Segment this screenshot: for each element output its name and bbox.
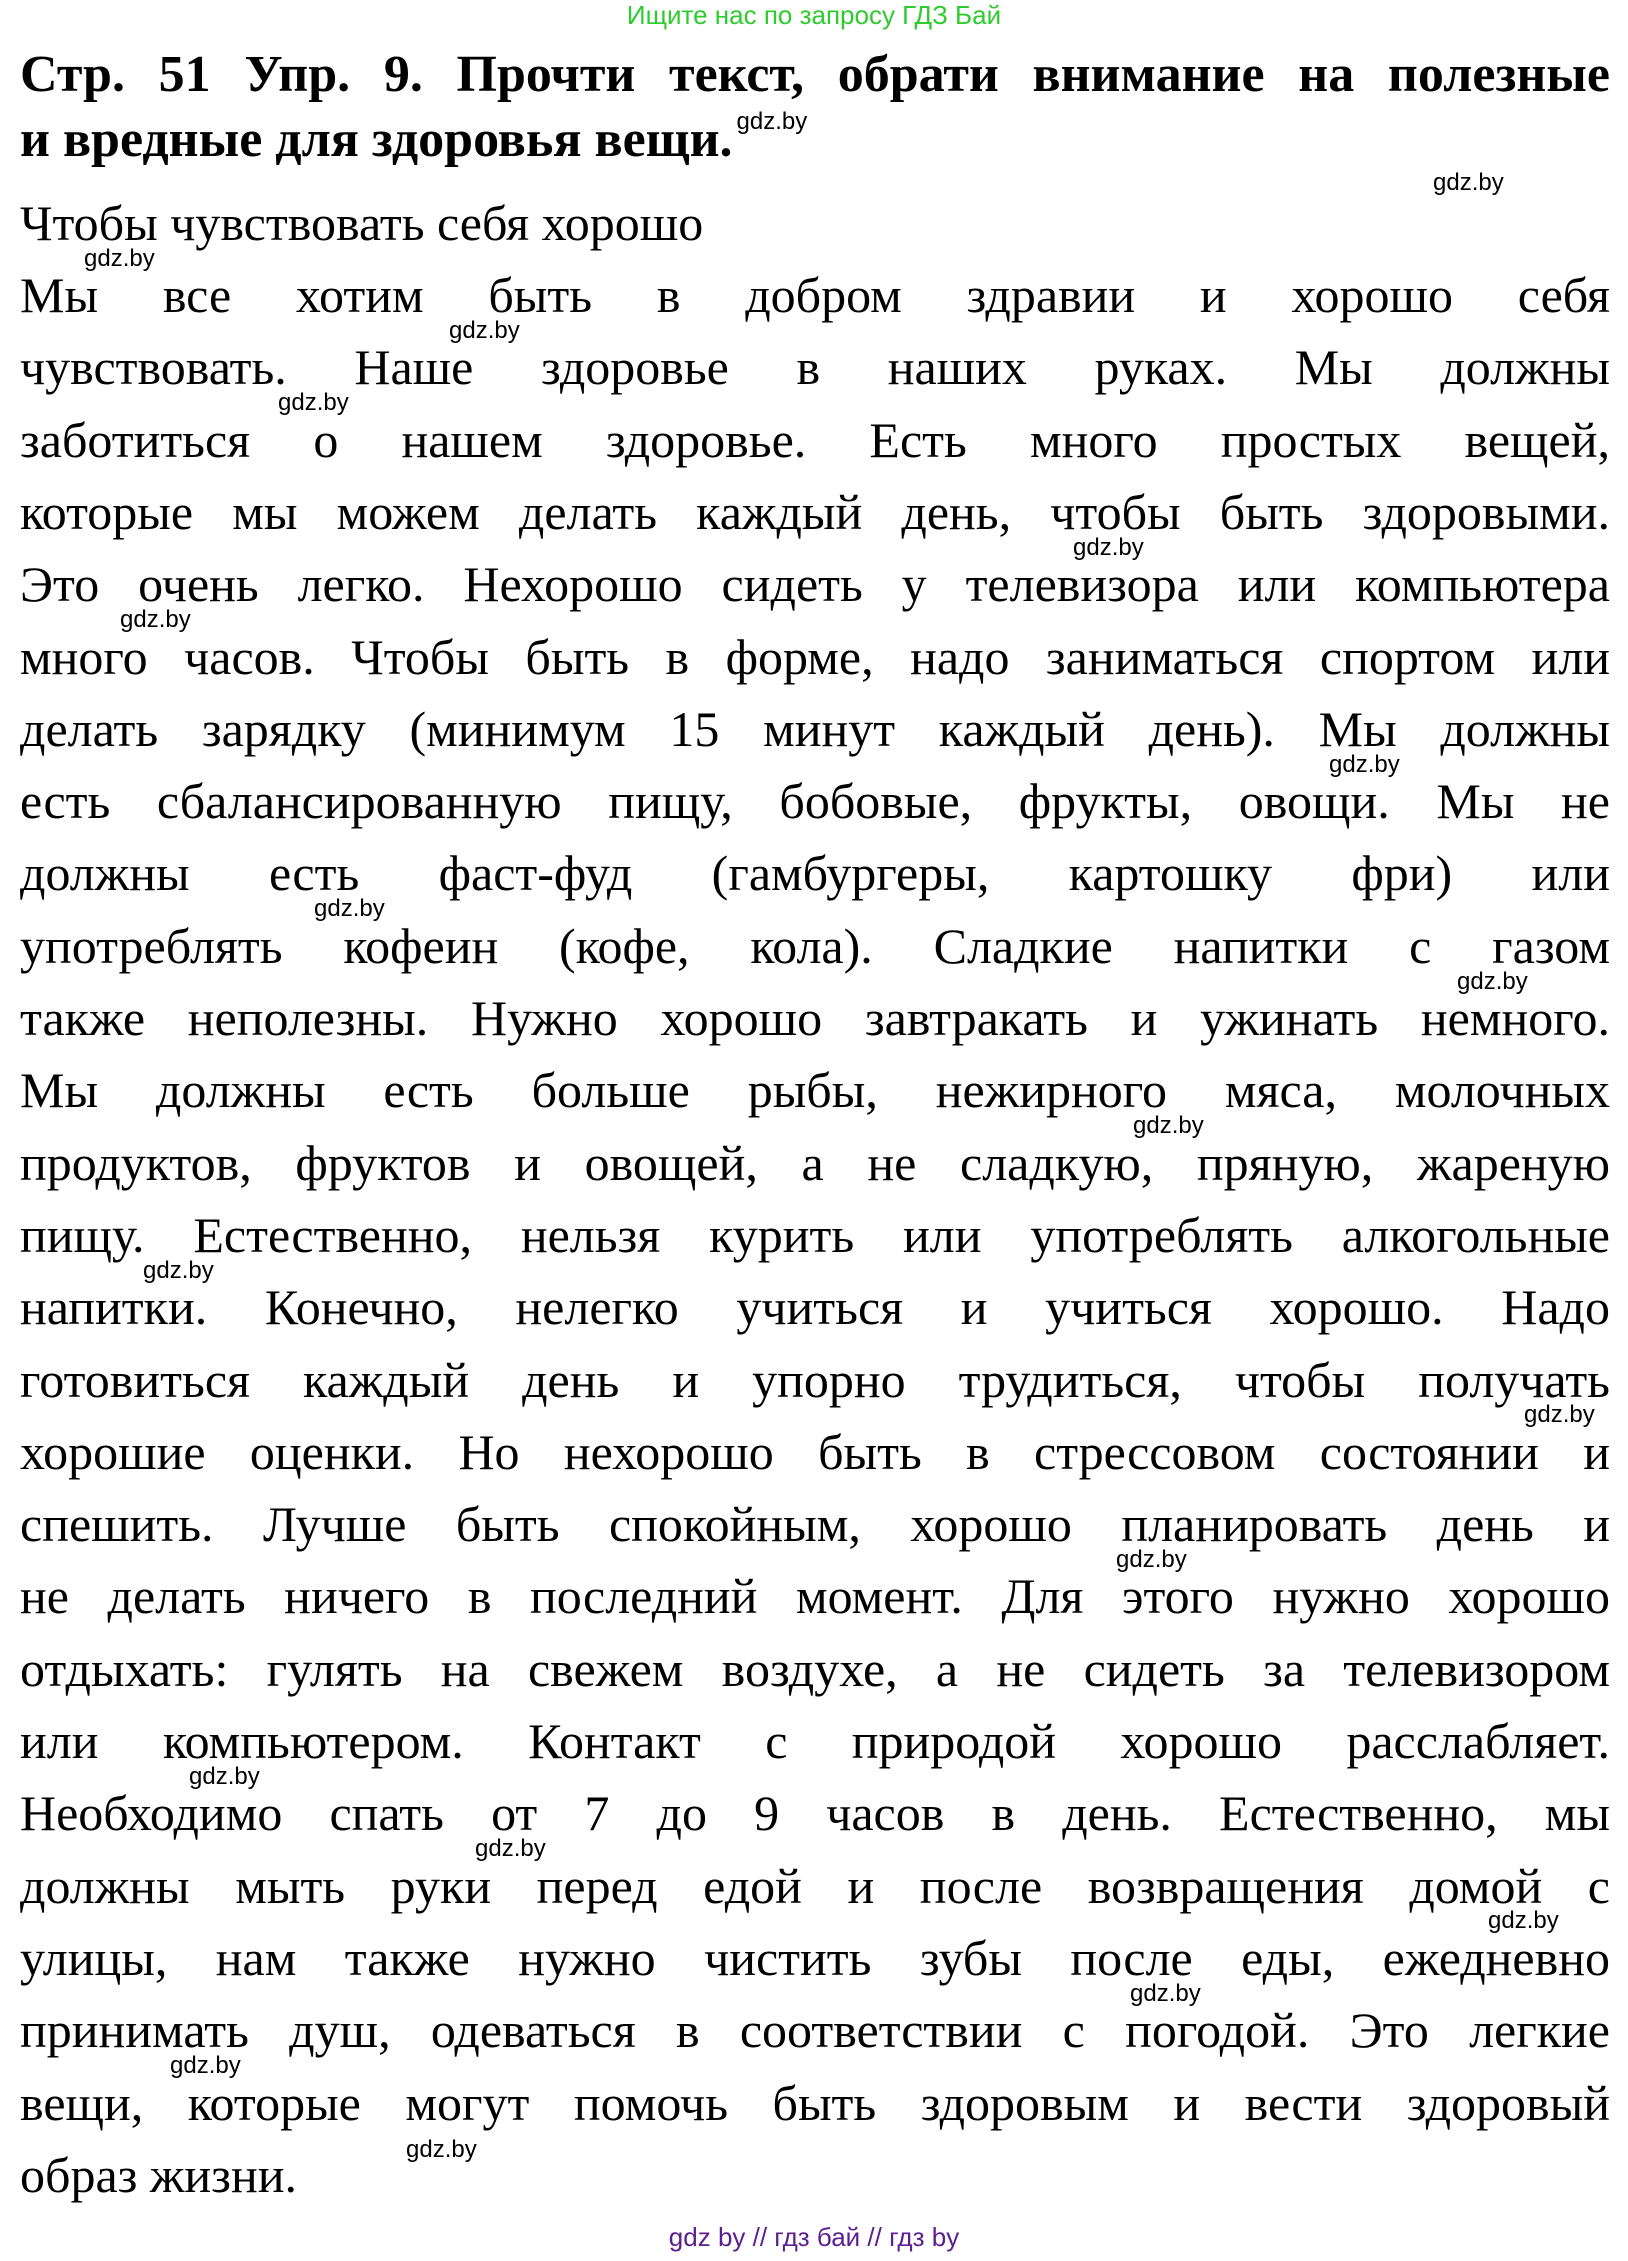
watermark: gdz.by <box>475 1835 546 1862</box>
watermark: gdz.by <box>120 606 191 633</box>
text-line: улицы, нам также нужно чистить зубы после еды, ежедневно <box>20 1929 1610 1986</box>
watermark: gdz.by <box>1524 1401 1595 1428</box>
watermark: gdz.by <box>736 108 808 135</box>
text-line: должны мыть руки перед едой и после возвращения домой с <box>20 1857 1610 1914</box>
watermark: gdz.by <box>189 1763 260 1790</box>
text-line: Необходимо спать от 7 до 9 часов в день. Естественно, мы <box>20 1785 1610 1842</box>
text-line: отдыхать: гулять на свежем воздухе, а не сидеть за телевизором <box>20 1640 1610 1697</box>
watermark: gdz.by <box>406 2136 477 2163</box>
footer-links: gdz by // гдз бай // гдз by <box>668 2222 960 2252</box>
watermark: gdz.by <box>143 1257 214 1284</box>
text-line: хорошие оценки. Но нехорошо быть в стрессовом состоянии и <box>20 1423 1610 1480</box>
exercise-title-line-1: Стр. 51 Упр. 9. Прочти текст, обрати внимание на полезные <box>20 46 1610 103</box>
watermark: gdz.by <box>1329 751 1400 778</box>
text-line: принимать душ, одеваться в соответствии с погодой. Это легкие <box>20 2002 1610 2059</box>
text-line: заботиться о нашем здоровье. Есть много простых вещей, <box>20 411 1610 468</box>
watermark: gdz.by <box>1073 534 1144 561</box>
text-line: вещи, которые могут помочь быть здоровым и вести здоровый <box>20 2074 1610 2131</box>
text-line: делать зарядку (минимум 15 минут каждый день). Мы должны <box>20 700 1610 757</box>
watermark: gdz.by <box>170 2052 241 2079</box>
text-line: есть сбалансированную пищу, бобовые, фрукты, овощи. Мы не <box>20 773 1610 830</box>
watermark: gdz.by <box>1488 1907 1559 1934</box>
text-line: не делать ничего в последний момент. Для этого нужно хорошо <box>20 1568 1610 1625</box>
watermark: gdz.by <box>1433 169 1504 196</box>
text-line: Мы должны есть больше рыбы, нежирного мяса, молочных <box>20 1062 1610 1119</box>
text-line: много часов. Чтобы быть в форме, надо заниматься спортом или <box>20 628 1610 685</box>
text-line: которые мы можем делать каждый день, чтобы быть здоровыми. <box>20 483 1610 540</box>
text-line: напитки. Конечно, нелегко учиться и учиться хорошо. Надо <box>20 1279 1610 1336</box>
watermark: gdz.by <box>449 317 520 344</box>
text-line: должны есть фаст-фуд (гамбургеры, картошку фри) или <box>20 845 1610 902</box>
text-line: пищу. Естественно, нельзя курить или употреблять алкогольные <box>20 1206 1610 1263</box>
text-line: Это очень легко. Нехорошо сидеть у телевизора или компьютера <box>20 556 1610 613</box>
watermark: gdz.by <box>1457 968 1528 995</box>
watermark: gdz.by <box>1116 1546 1187 1573</box>
text-line: образ жизни. <box>20 2146 297 2203</box>
text-line: Мы все хотим быть в добром здравии и хорошо себя <box>20 267 1610 323</box>
watermark: gdz.by <box>314 895 385 922</box>
text-line: спешить. Лучше быть спокойным, хорошо планировать день и <box>20 1496 1610 1553</box>
watermark: gdz.by <box>1130 1980 1201 2007</box>
text-line: чувствовать. Наше здоровье в наших руках. Мы должны <box>20 339 1610 396</box>
watermark: gdz.by <box>278 389 349 416</box>
text-line: употреблять кофеин (кофе, кола). Сладкие напитки с газом <box>20 917 1610 974</box>
exercise-title-line-2 <box>20 108 808 168</box>
text-line: также неполезны. Нужно хорошо завтракать и ужинать немного. <box>20 990 1610 1046</box>
watermark: gdz.by <box>1133 1112 1204 1139</box>
text-line: продуктов, фруктов и овощей, а не сладкую, пряную, жареную <box>20 1134 1610 1191</box>
text-line: или компьютером. Контакт с природой хорошо расслабляет. <box>20 1713 1610 1769</box>
text-heading: Чтобы чувствовать себя хорошо <box>20 195 704 251</box>
search-banner: Ищите нас по запросу ГДЗ Бай <box>626 0 1002 30</box>
text-line: готовиться каждый день и упорно трудиться, чтобы получать <box>20 1351 1610 1408</box>
exercise-title-line-2-text: и вредные для здоровья вещи. <box>20 111 733 168</box>
watermark: gdz.by <box>84 245 155 272</box>
